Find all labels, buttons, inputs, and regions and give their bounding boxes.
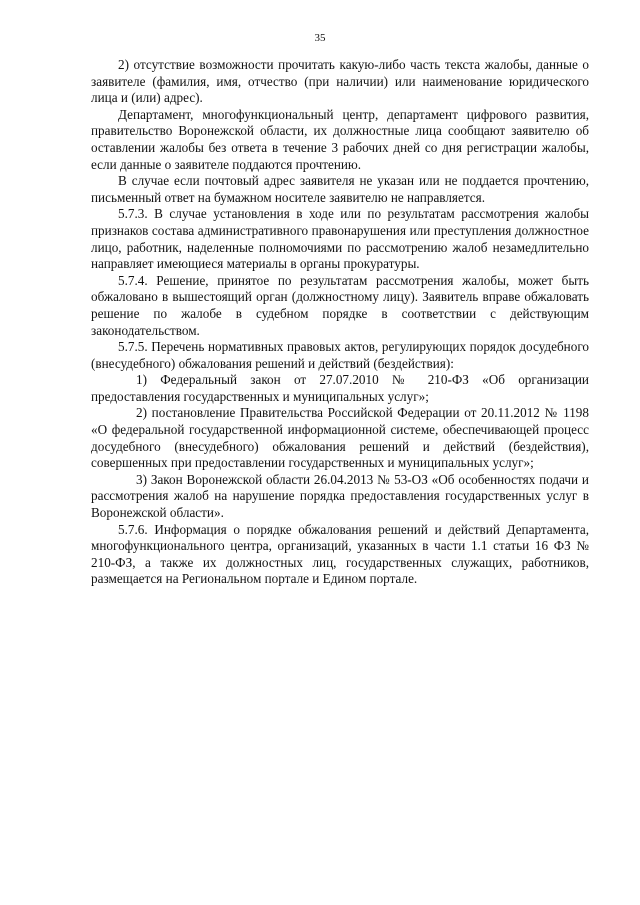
paragraph-notification-of-no-reply: Департамент, многофункциональный центр, департамент цифрового развития, правительство Воронежской области, их должностные лица сообщают заявителю об оставлении жалобы без ответа в течение 3 рабочих дней со дня регистрации жалобы, если данные о заявителе поддаются прочтению.	[91, 106, 589, 172]
list-item-regional-law: 3) Закон Воронежской области 26.04.2013 № 53-ОЗ «Об особенностях подачи и рассмотрения жалоб на нарушение порядка предоставления государственных услуг в Воронежской области».	[91, 471, 589, 521]
page-number: 35	[314, 32, 326, 44]
paragraph-5-7-5: 5.7.5. Перечень нормативных правовых актов, регулирующих порядок досудебного (внесудебного) обжалования решений и действий (бездействия):	[91, 339, 589, 371]
document-body	[91, 57, 589, 588]
paragraph-5-7-4: 5.7.4. Решение, принятое по результатам рассмотрения жалобы, может быть обжаловано в вышестоящий орган (должностному лицу). Заявитель вправе обжаловать решение по жалобе в судебном порядке в соответствии с действующим законодательством.	[91, 272, 589, 338]
paragraph-5-7-3: 5.7.3. В случае установления в ходе или по результатам рассмотрения жалобы признаков состава административного правонарушения или преступления должностное лицо, работник, наделенные полномочиями по рассмотрению жалоб незамедлительно направляет имеющиеся материалы в органы прокуратуры.	[91, 206, 589, 272]
list-item-government-resolution: 2) постановление Правительства Российской Федерации от 20.11.2012 № 1198 «О федеральной государственной информационной системе, обеспечивающей процесс досудебного (внесудебного) обжалования решений и действий (бездействия), совершенных при предоставлении государственных и муниципальных услуг»;	[91, 405, 589, 471]
list-item-federal-law: 1) Федеральный закон от 27.07.2010 № 210-ФЗ «Об организации предоставления государственных и муниципальных услуг»;	[91, 372, 589, 404]
paragraph-5-7-6: 5.7.6. Информация о порядке обжалования решений и действий Департамента, многофункционального центра, организаций, указанных в части 1.1 статьи 16 ФЗ № 210-ФЗ, а также их должностных лиц, государственных служащих, работников, размещается на Региональном портале и Едином портале.	[91, 521, 589, 587]
paragraph-no-postal-address: В случае если почтовый адрес заявителя не указан или не поддается прочтению, письменный ответ на бумажном носителе заявителю не направляется.	[91, 173, 589, 205]
paragraph-complaint-unreadable: 2) отсутствие возможности прочитать какую-либо часть текста жалобы, данные о заявителе (фамилия, имя, отчество (при наличии) или наименование юридического лица и (или) адрес).	[91, 57, 589, 106]
